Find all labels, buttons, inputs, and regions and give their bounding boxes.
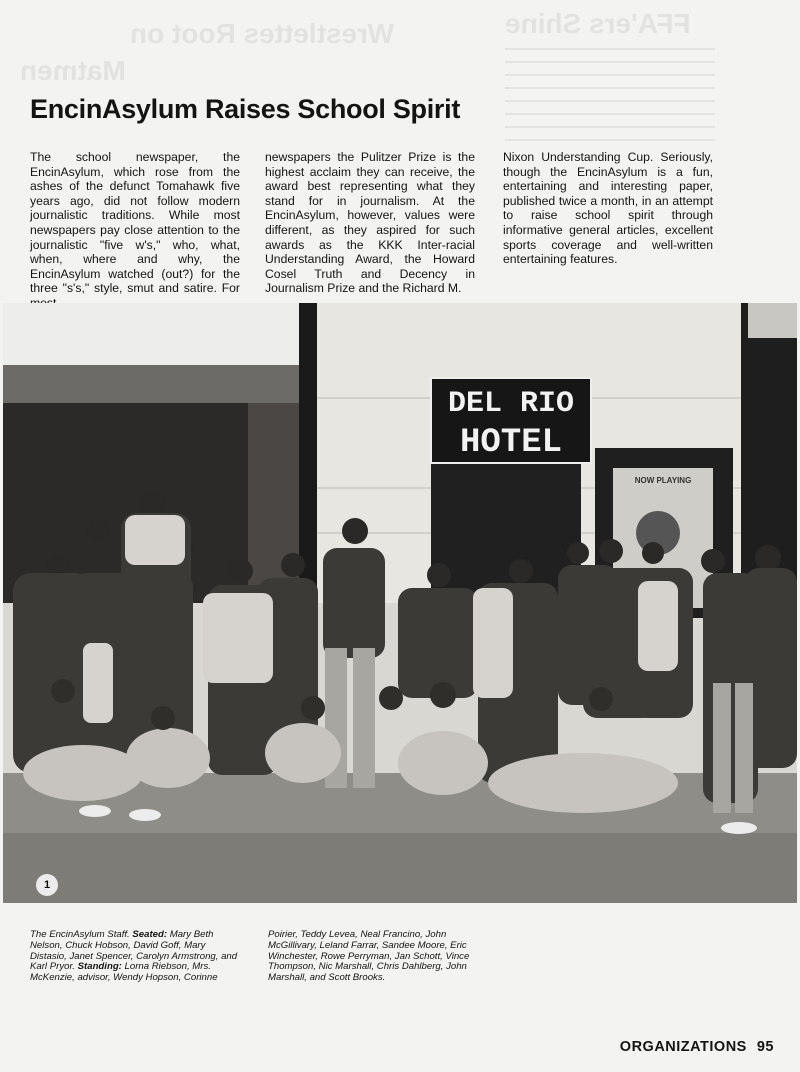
hotel-sign-line1: DEL RIO — [447, 387, 575, 421]
article-column-2 — [265, 150, 475, 296]
article-column-3 — [503, 150, 713, 267]
article-column-1 — [30, 150, 240, 311]
article-text: newspapers the Pulitzer Prize is the highest acclaim they can receive, the award best representing what they stand for in journalism. At the EncinAsylum, however, values were different, as they aspired for such awards as the KKK Inter-racial Understanding Award, the Howard Cosel Truth and Decency in Journalism Prize and the Richard M. — [265, 150, 475, 296]
article-text: Nixon Understanding Cup. Seriously, though the EncinAsylum is a fun, entertaining and interesting paper, published twice a month, in an attempt to raise school spirit through informative general articles, excellent sports coverage and well-written entertaining features. — [503, 150, 713, 267]
caption-seated-label: Seated: — [132, 929, 168, 940]
section-name: ORGANIZATIONS — [619, 1039, 747, 1055]
bleed-through-title: Wrestlettes Root on — [130, 18, 394, 49]
bleed-through-title-right: FFA'ers Shine — [505, 8, 691, 39]
caption-standing-names: Lorna Riebson, Mrs. McKenzie, advisor, Wendy Hopson, Corinne — [30, 961, 218, 984]
photo-caption-column-2 — [268, 930, 482, 984]
caption-standing-names-cont: Poirier, Teddy Levea, Neal Francino, John McGillivary, Leland Farrar, Sandee Moore, Eric Winchester, Rowe Perryman, Jan Schott, Vince Thompson, Nic Marshall, Chris Dahlberg, John Marshall, and Scott Brooks. — [268, 929, 470, 984]
page-number: 95 — [756, 1039, 774, 1055]
caption-seated-names: Mary Beth Nelson, Chuck Hobson, David Goff, Mary Distasio, Janet Spencer, Carolyn Armstrong, and Karl Pryor. — [30, 929, 238, 973]
photo-caption-column-1 — [30, 930, 244, 984]
bleed-through-title-2: Matmen — [20, 55, 126, 86]
page-footer — [620, 1039, 774, 1055]
staff-group-photo — [3, 303, 797, 903]
caption-lead: The EncinAsylum Staff. — [30, 929, 130, 940]
article-text: The school newspaper, the EncinAsylum, which rose from the ashes of the defunct Tomahawk five years ago, did not follow modern journalistic traditions. While most newspapers pay close attention to the journalistic "five w's," who, what, when, where and why, the EncinAsylum watched (out?) for the three "s's," style, smut and satire. For — [30, 150, 240, 296]
caption-standing-label: Standing: — [77, 961, 122, 973]
poster-text: NOW PLAYING — [634, 476, 692, 485]
hotel-sign-line2: HOTEL — [459, 424, 563, 462]
photo-number-badge: 1 — [36, 874, 58, 896]
photo-illustration — [3, 303, 797, 903]
bleed-through-text-lines — [505, 48, 715, 152]
article-headline: EncinAsylum Raises School Spirit — [30, 94, 461, 124]
